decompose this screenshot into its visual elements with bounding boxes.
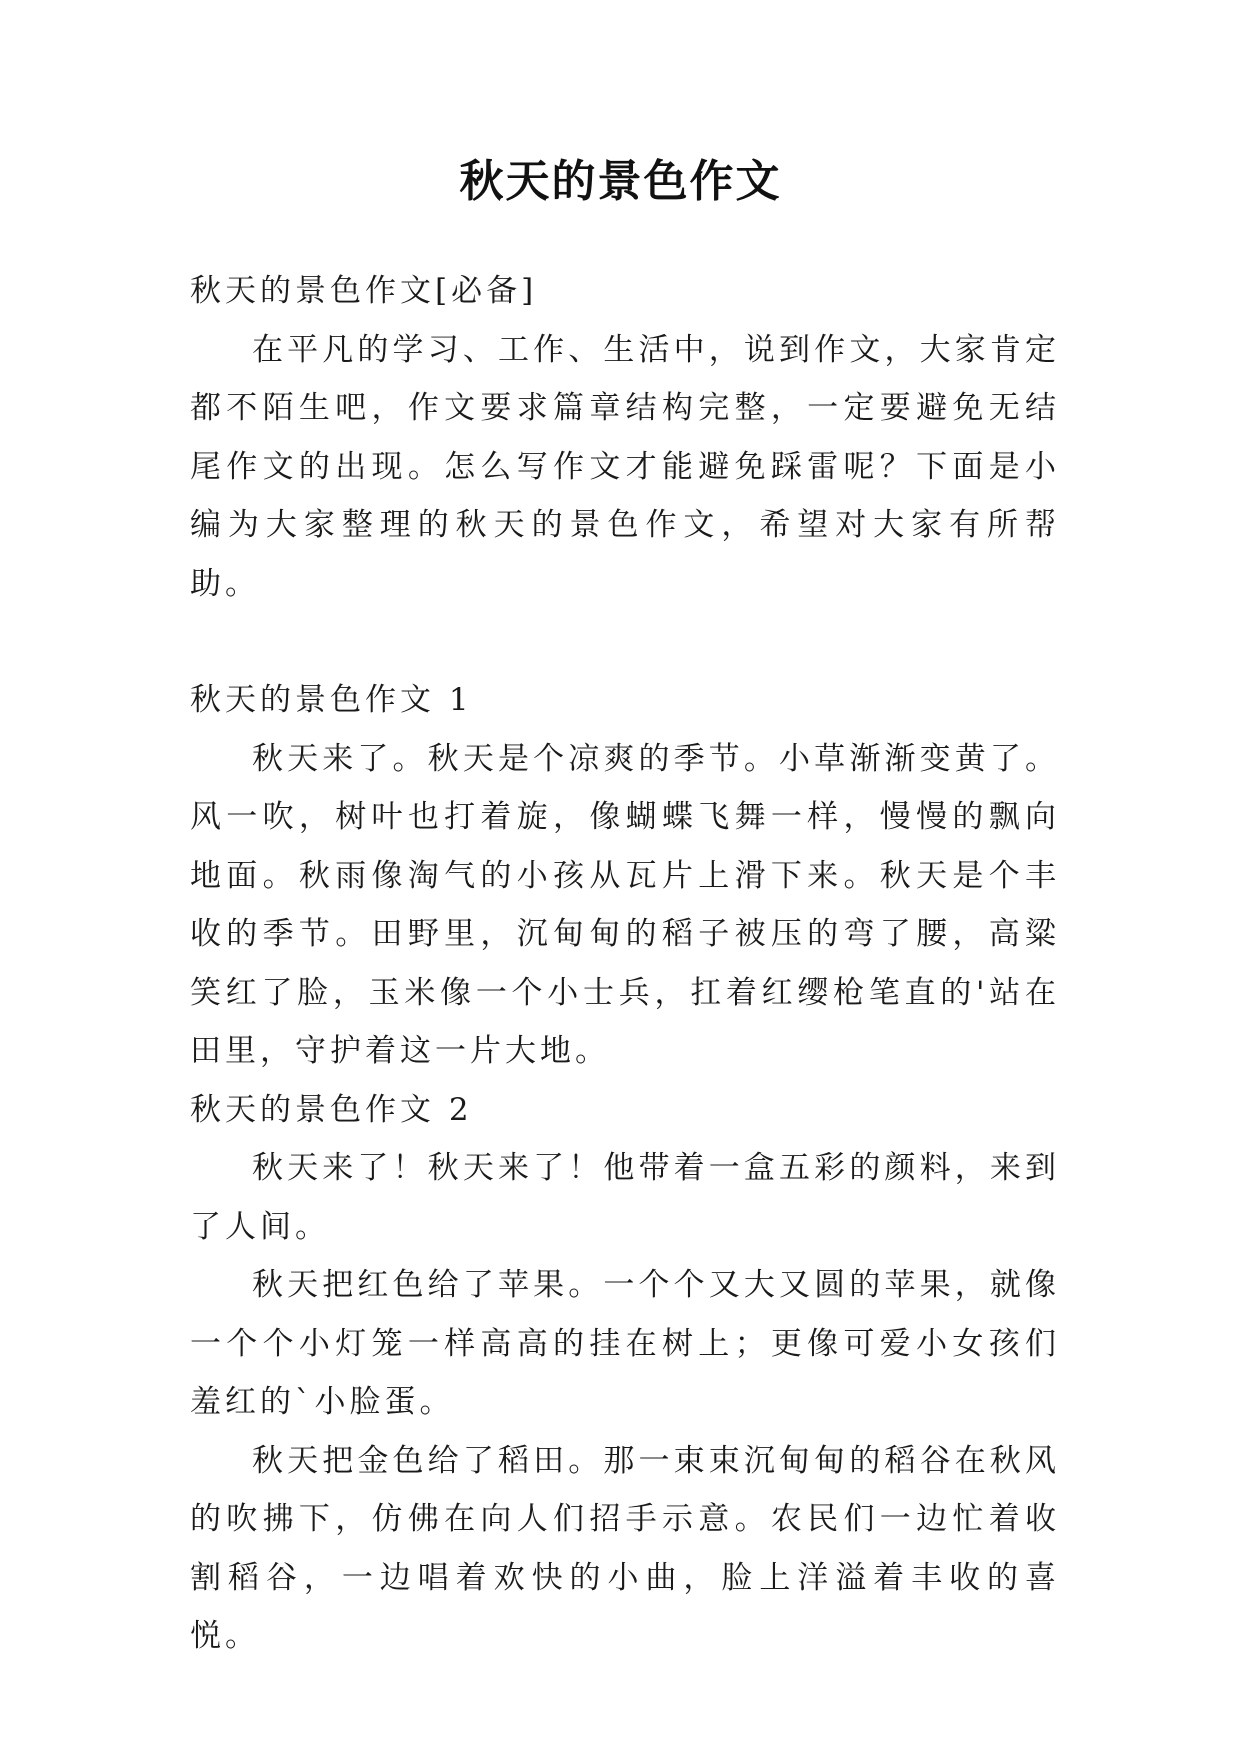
essay-2-heading: 秋天的景色作文 2 [190, 1091, 473, 1128]
essay-1-paragraph-1: 秋天来了。秋天是个凉爽的季节。小草渐渐变黄了。风一吹，树叶也打着旋，像蝴蝶飞舞一样，慢慢的飘向地面。秋雨像淘气的小孩从瓦片上滑下来。秋天是个丰收的季节。田野里，沉甸甸的稻子被压的弯了腰，高粱笑红了脸，玉米像一个小士兵，扛着红缨枪笔直的'站在田里，守护着这一片大地。 [190, 740, 1060, 1069]
document-body [190, 262, 1060, 1666]
section-spacer [190, 613, 1060, 671]
essay-1-heading: 秋天的景色作文 1 [190, 682, 473, 718]
essay-2-paragraph-3: 秋天把金色给了稻田。那一束束沉甸甸的稻谷在秋风的吹拂下，仿佛在向人们招手示意。农民们一边忙着收割稻谷，一边唱着欢快的小曲，脸上洋溢着丰收的喜悦。 [190, 1442, 1060, 1654]
essay-2-paragraph-2: 秋天把红色给了苹果。一个个又大又圆的苹果，就像一个个小灯笼一样高高的挂在树上；更像可爱小女孩们羞红的`小脸蛋。 [190, 1267, 1060, 1420]
document-title: 秋天的景色作文 [459, 156, 782, 207]
intro-paragraph: 在平凡的学习、工作、生活中，说到作文，大家肯定都不陌生吧，作文要求篇章结构完整，一定要避免无结尾作文的出现。怎么写作文才能避免踩雷呢？下面是小编为大家整理的秋天的景色作文，希望对大家有所帮助。 [190, 331, 1060, 602]
document-subtitle: 秋天的景色作文[必备] [190, 273, 538, 309]
essay-2-paragraph-1: 秋天来了！秋天来了！他带着一盒五彩的颜料，来到了人间。 [190, 1150, 1060, 1245]
